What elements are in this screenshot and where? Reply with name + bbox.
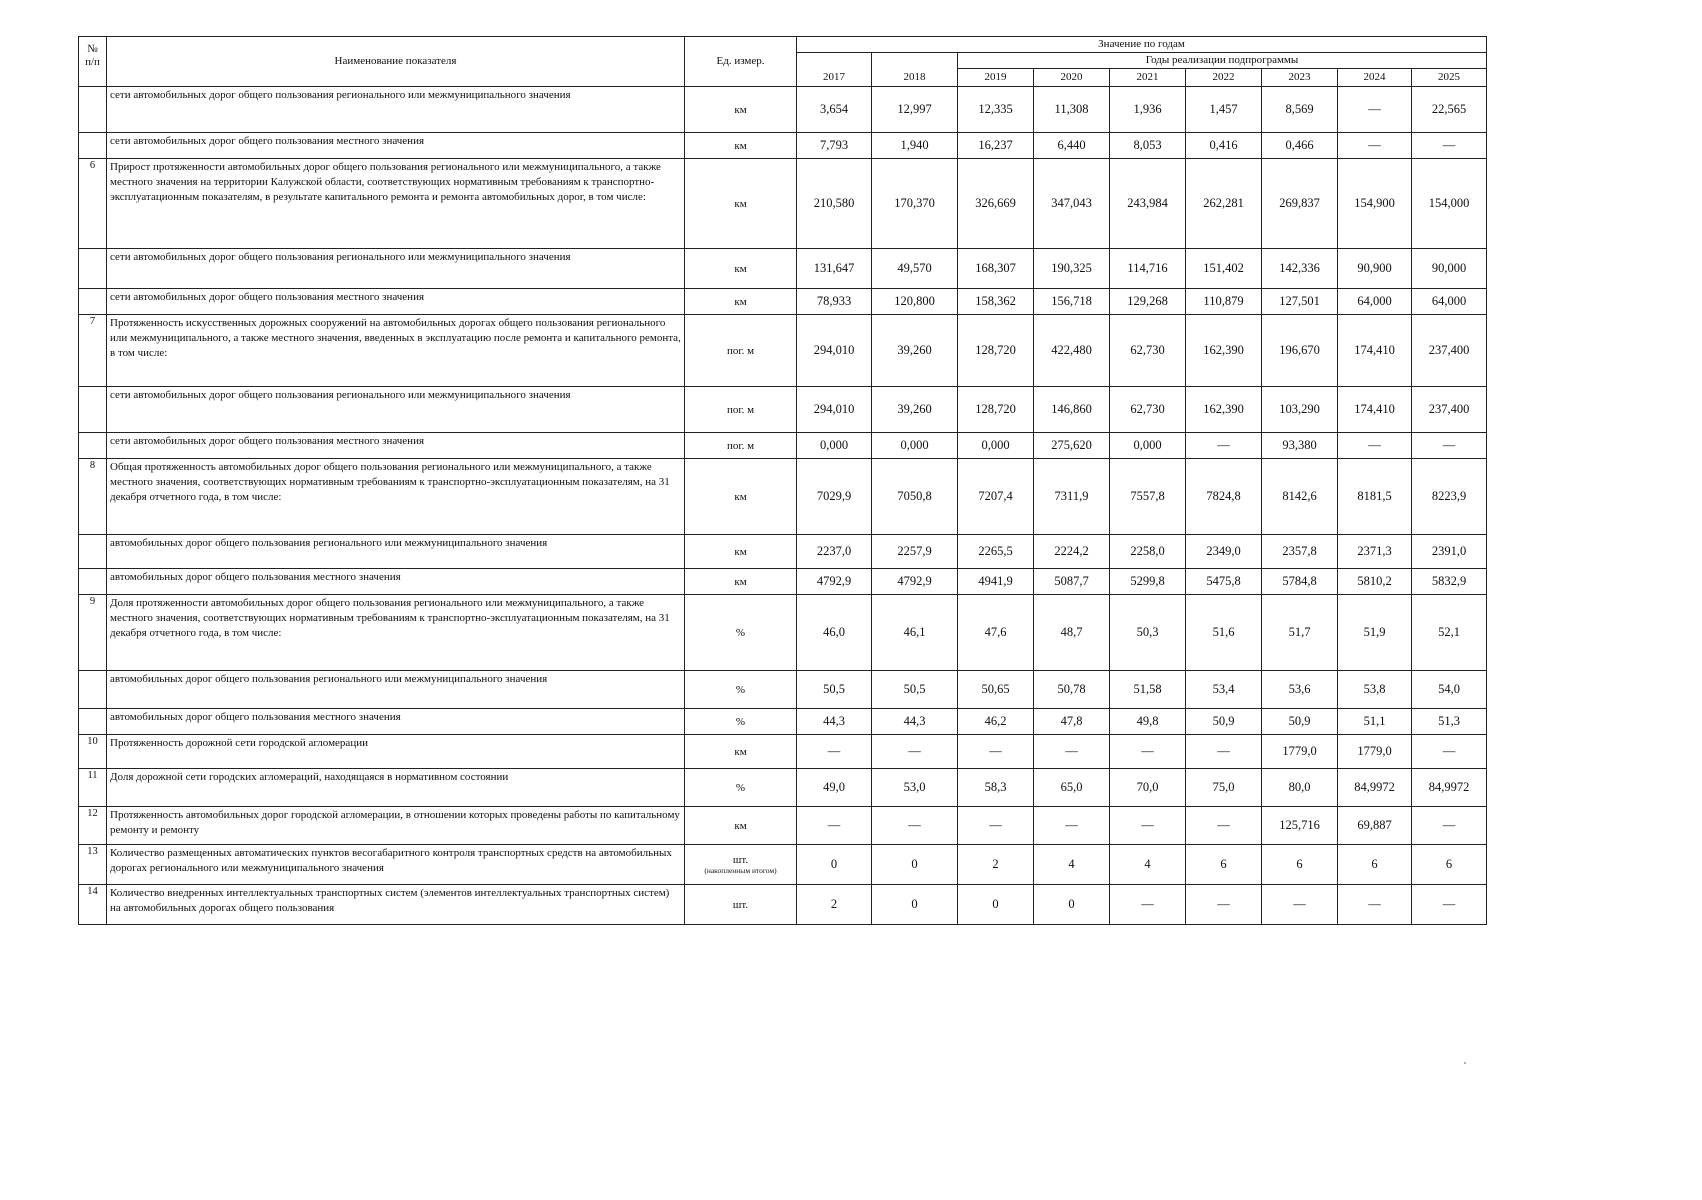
value-2025: 64,000 <box>1412 289 1487 315</box>
table-header <box>79 37 1487 87</box>
indicator-name: Количество размещенных автоматических пунктов весогабаритного контроля транспортных средств на автомобильных дорогах регионального или межмуниципального значения <box>107 845 685 885</box>
value-2017: 50,5 <box>797 671 872 709</box>
value-2023: 6 <box>1262 845 1338 885</box>
unit-cell <box>685 709 797 735</box>
unit-label: % <box>735 683 746 696</box>
unit-label: % <box>735 715 746 728</box>
value-2023: 103,290 <box>1262 387 1338 433</box>
value-2018: 170,370 <box>872 159 958 249</box>
table-row <box>79 709 1487 735</box>
value-2023: 8,569 <box>1262 87 1338 133</box>
value-2018: 49,570 <box>872 249 958 289</box>
unit-cell <box>685 885 797 925</box>
value-2017: 3,654 <box>797 87 872 133</box>
value-2020: 146,860 <box>1034 387 1110 433</box>
row-number <box>79 569 107 595</box>
value-2017: 78,933 <box>797 289 872 315</box>
unit-label: км <box>734 819 747 832</box>
value-2021: — <box>1110 735 1186 769</box>
value-2021: 8,053 <box>1110 133 1186 159</box>
value-2024: 51,9 <box>1338 595 1412 671</box>
indicator-name: сети автомобильных дорог общего пользования местного значения <box>107 433 685 459</box>
unit-cell <box>685 159 797 249</box>
row-number: 8 <box>79 459 107 535</box>
value-2020: 347,043 <box>1034 159 1110 249</box>
table-row <box>79 289 1487 315</box>
value-2023: 5784,8 <box>1262 569 1338 595</box>
header-year-2020: 2020 <box>1034 69 1110 87</box>
value-2021: 1,936 <box>1110 87 1186 133</box>
indicator-name: Доля протяженности автомобильных дорог общего пользования регионального или межмуниципального, а также местного значения, соответствующих нормативным требованиям к транспортно-эксплуатационным показателям, на 31 декабря отчетного года, в том числе: <box>107 595 685 671</box>
unit-cell <box>685 387 797 433</box>
unit-label: км <box>734 545 747 558</box>
value-2017: 2237,0 <box>797 535 872 569</box>
value-2025: 84,9972 <box>1412 769 1487 807</box>
value-2023: 80,0 <box>1262 769 1338 807</box>
value-2021: 7557,8 <box>1110 459 1186 535</box>
value-2020: 50,78 <box>1034 671 1110 709</box>
value-2021: 4 <box>1110 845 1186 885</box>
value-2022: 162,390 <box>1186 387 1262 433</box>
value-2024: 53,8 <box>1338 671 1412 709</box>
value-2025: 22,565 <box>1412 87 1487 133</box>
indicator-name: сети автомобильных дорог общего пользования регионального или межмуниципального значения <box>107 87 685 133</box>
indicator-name: Количество внедренных интеллектуальных транспортных систем (элементов интеллектуальных транспортных систем) на автомобильных дорогах общего пользования <box>107 885 685 925</box>
row-number: 9 <box>79 595 107 671</box>
value-2023: 2357,8 <box>1262 535 1338 569</box>
table-row <box>79 769 1487 807</box>
value-2022: 151,402 <box>1186 249 1262 289</box>
value-2018: 0 <box>872 845 958 885</box>
value-2024: 8181,5 <box>1338 459 1412 535</box>
value-2021: 114,716 <box>1110 249 1186 289</box>
value-2022: 1,457 <box>1186 87 1262 133</box>
value-2018: 1,940 <box>872 133 958 159</box>
table-row <box>79 249 1487 289</box>
table-body <box>79 87 1487 925</box>
value-2017: — <box>797 735 872 769</box>
value-2025: 5832,9 <box>1412 569 1487 595</box>
row-number <box>79 671 107 709</box>
value-2020: 65,0 <box>1034 769 1110 807</box>
value-2025: 6 <box>1412 845 1487 885</box>
row-number <box>79 133 107 159</box>
unit-cell <box>685 769 797 807</box>
value-2019: 46,2 <box>958 709 1034 735</box>
value-2024: — <box>1338 433 1412 459</box>
value-2024: — <box>1338 133 1412 159</box>
value-2020: 47,8 <box>1034 709 1110 735</box>
value-2019: 4941,9 <box>958 569 1034 595</box>
row-number: 10 <box>79 735 107 769</box>
value-2021: — <box>1110 807 1186 845</box>
unit-cell <box>685 289 797 315</box>
unit-cell <box>685 87 797 133</box>
unit-note: (накопленным итогом) <box>704 866 777 875</box>
value-2022: 51,6 <box>1186 595 1262 671</box>
indicator-name: сети автомобильных дорог общего пользования местного значения <box>107 133 685 159</box>
value-2022: 53,4 <box>1186 671 1262 709</box>
table-row <box>79 595 1487 671</box>
value-2022: 5475,8 <box>1186 569 1262 595</box>
value-2023: 93,380 <box>1262 433 1338 459</box>
value-2022: — <box>1186 433 1262 459</box>
value-2019: 128,720 <box>958 315 1034 387</box>
value-2019: 58,3 <box>958 769 1034 807</box>
value-2023: 269,837 <box>1262 159 1338 249</box>
value-2022: 7824,8 <box>1186 459 1262 535</box>
value-2024: 69,887 <box>1338 807 1412 845</box>
value-2018: 4792,9 <box>872 569 958 595</box>
value-2025: 8223,9 <box>1412 459 1487 535</box>
value-2017: 4792,9 <box>797 569 872 595</box>
value-2022: 162,390 <box>1186 315 1262 387</box>
indicator-name: сети автомобильных дорог общего пользования регионального или межмуниципального значения <box>107 387 685 433</box>
value-2024: — <box>1338 885 1412 925</box>
row-number <box>79 387 107 433</box>
unit-cell <box>685 595 797 671</box>
value-2018: 50,5 <box>872 671 958 709</box>
value-2021: 51,58 <box>1110 671 1186 709</box>
value-2018: 2257,9 <box>872 535 958 569</box>
header-year-2024: 2024 <box>1338 69 1412 87</box>
table-row <box>79 87 1487 133</box>
value-2020: 4 <box>1034 845 1110 885</box>
value-2017: 131,647 <box>797 249 872 289</box>
table-row <box>79 133 1487 159</box>
value-2025: 237,400 <box>1412 387 1487 433</box>
value-2019: 12,335 <box>958 87 1034 133</box>
value-2023: 8142,6 <box>1262 459 1338 535</box>
value-2021: 70,0 <box>1110 769 1186 807</box>
value-2019: 128,720 <box>958 387 1034 433</box>
value-2017: 46,0 <box>797 595 872 671</box>
unit-cell <box>685 133 797 159</box>
value-2022: — <box>1186 885 1262 925</box>
row-number: 6 <box>79 159 107 249</box>
value-2025: 51,3 <box>1412 709 1487 735</box>
unit-label: км <box>734 745 747 758</box>
unit-cell <box>685 569 797 595</box>
header-num: № п/п <box>79 37 107 87</box>
value-2023: 1779,0 <box>1262 735 1338 769</box>
unit-label: пог. м <box>726 403 755 416</box>
value-2025: 154,000 <box>1412 159 1487 249</box>
value-2017: 0 <box>797 845 872 885</box>
header-values-by-year: Значение по годам <box>797 37 1487 53</box>
value-2025: — <box>1412 133 1487 159</box>
value-2024: 154,900 <box>1338 159 1412 249</box>
table-row <box>79 433 1487 459</box>
table-row <box>79 315 1487 387</box>
unit-label: км <box>734 139 747 152</box>
unit-cell <box>685 845 797 885</box>
indicator-name: Доля дорожной сети городских агломераций, находящаяся в нормативном состоянии <box>107 769 685 807</box>
value-2021: 243,984 <box>1110 159 1186 249</box>
table-row <box>79 735 1487 769</box>
value-2022: 110,879 <box>1186 289 1262 315</box>
unit-cell <box>685 249 797 289</box>
value-2017: 7029,9 <box>797 459 872 535</box>
value-2017: 44,3 <box>797 709 872 735</box>
value-2021: 62,730 <box>1110 315 1186 387</box>
indicator-name: Прирост протяженности автомобильных дорог общего пользования регионального или межмуниципального, а также местного значения на территории Калужской области, соответствующих нормативным требованиям к транспортно-эксплуатационным показателям, в результате капитального ремонта и ремонта автомобильных дорог, в том числе: <box>107 159 685 249</box>
value-2021: 129,268 <box>1110 289 1186 315</box>
value-2019: 7207,4 <box>958 459 1034 535</box>
header-name: Наименование показателя <box>107 37 685 87</box>
value-2017: 294,010 <box>797 387 872 433</box>
value-2019: 2265,5 <box>958 535 1034 569</box>
value-2024: 84,9972 <box>1338 769 1412 807</box>
unit-label: % <box>735 626 746 639</box>
value-2017: — <box>797 807 872 845</box>
indicator-name: Протяженность автомобильных дорог городской агломерации, в отношении которых проведены работы по капитальному ремонту и ремонту <box>107 807 685 845</box>
unit-label: пог. м <box>726 344 755 357</box>
value-2017: 0,000 <box>797 433 872 459</box>
table-row <box>79 671 1487 709</box>
unit-label: шт. <box>732 898 749 911</box>
row-number <box>79 87 107 133</box>
row-number <box>79 709 107 735</box>
value-2020: 5087,7 <box>1034 569 1110 595</box>
value-2020: 156,718 <box>1034 289 1110 315</box>
indicator-name: сети автомобильных дорог общего пользования местного значения <box>107 289 685 315</box>
value-2025: 2391,0 <box>1412 535 1487 569</box>
value-2024: 90,900 <box>1338 249 1412 289</box>
value-2018: 53,0 <box>872 769 958 807</box>
value-2017: 49,0 <box>797 769 872 807</box>
header-year-2022: 2022 <box>1186 69 1262 87</box>
value-2025: 52,1 <box>1412 595 1487 671</box>
table-row <box>79 885 1487 925</box>
value-2020: 0 <box>1034 885 1110 925</box>
value-2019: 326,669 <box>958 159 1034 249</box>
value-2017: 294,010 <box>797 315 872 387</box>
value-2020: 6,440 <box>1034 133 1110 159</box>
table-row <box>79 535 1487 569</box>
row-number: 12 <box>79 807 107 845</box>
value-2021: 5299,8 <box>1110 569 1186 595</box>
value-2018: 7050,8 <box>872 459 958 535</box>
value-2022: 0,416 <box>1186 133 1262 159</box>
value-2020: 11,308 <box>1034 87 1110 133</box>
value-2022: 2349,0 <box>1186 535 1262 569</box>
value-2024: 6 <box>1338 845 1412 885</box>
value-2019: 47,6 <box>958 595 1034 671</box>
row-number: 11 <box>79 769 107 807</box>
value-2022: — <box>1186 735 1262 769</box>
value-2018: 46,1 <box>872 595 958 671</box>
table-row <box>79 845 1487 885</box>
value-2020: 7311,9 <box>1034 459 1110 535</box>
row-number <box>79 535 107 569</box>
table-row <box>79 459 1487 535</box>
value-2019: 168,307 <box>958 249 1034 289</box>
row-number <box>79 249 107 289</box>
value-2023: 142,336 <box>1262 249 1338 289</box>
header-year-2018: 2018 <box>872 53 958 87</box>
unit-label: шт. <box>732 854 749 866</box>
value-2021: 2258,0 <box>1110 535 1186 569</box>
value-2025: — <box>1412 885 1487 925</box>
unit-label: км <box>734 490 747 503</box>
row-number: 13 <box>79 845 107 885</box>
value-2018: — <box>872 807 958 845</box>
unit-cell <box>685 459 797 535</box>
header-unit: Ед. измер. <box>685 37 797 87</box>
header-year-2025: 2025 <box>1412 69 1487 87</box>
value-2022: 75,0 <box>1186 769 1262 807</box>
value-2022: — <box>1186 807 1262 845</box>
unit-label: км <box>734 262 747 275</box>
value-2021: 0,000 <box>1110 433 1186 459</box>
table-row <box>79 807 1487 845</box>
value-2017: 2 <box>797 885 872 925</box>
value-2024: 174,410 <box>1338 315 1412 387</box>
value-2024: — <box>1338 87 1412 133</box>
indicator-name: сети автомобильных дорог общего пользования регионального или межмуниципального значения <box>107 249 685 289</box>
value-2025: 237,400 <box>1412 315 1487 387</box>
value-2023: 127,501 <box>1262 289 1338 315</box>
value-2023: — <box>1262 885 1338 925</box>
value-2018: 44,3 <box>872 709 958 735</box>
value-2020: 422,480 <box>1034 315 1110 387</box>
value-2025: 90,000 <box>1412 249 1487 289</box>
row-number: 7 <box>79 315 107 387</box>
unit-cell <box>685 535 797 569</box>
value-2022: 50,9 <box>1186 709 1262 735</box>
value-2019: 50,65 <box>958 671 1034 709</box>
indicator-name: автомобильных дорог общего пользования регионального или межмуниципального значения <box>107 535 685 569</box>
indicators-table <box>78 36 1487 925</box>
row-number <box>79 433 107 459</box>
value-2020: — <box>1034 807 1110 845</box>
value-2025: — <box>1412 735 1487 769</box>
table-row <box>79 387 1487 433</box>
value-2019: 16,237 <box>958 133 1034 159</box>
header-year-2019: 2019 <box>958 69 1034 87</box>
value-2018: — <box>872 735 958 769</box>
unit-label: км <box>734 295 747 308</box>
value-2018: 39,260 <box>872 387 958 433</box>
unit-label: пог. м <box>726 439 755 452</box>
indicator-name: автомобильных дорог общего пользования местного значения <box>107 709 685 735</box>
value-2020: 2224,2 <box>1034 535 1110 569</box>
value-2022: 6 <box>1186 845 1262 885</box>
value-2021: 49,8 <box>1110 709 1186 735</box>
value-2020: 48,7 <box>1034 595 1110 671</box>
value-2024: 5810,2 <box>1338 569 1412 595</box>
value-2024: 2371,3 <box>1338 535 1412 569</box>
indicator-name: Протяженность искусственных дорожных сооружений на автомобильных дорогах общего пользования регионального или межмуниципального, а также местного значения, введенных в эксплуатацию после ремонта и капитального ремонта, в том числе: <box>107 315 685 387</box>
value-2023: 53,6 <box>1262 671 1338 709</box>
value-2024: 64,000 <box>1338 289 1412 315</box>
value-2023: 0,466 <box>1262 133 1338 159</box>
unit-cell <box>685 807 797 845</box>
indicator-name: автомобильных дорог общего пользования регионального или межмуниципального значения <box>107 671 685 709</box>
value-2019: 2 <box>958 845 1034 885</box>
value-2023: 196,670 <box>1262 315 1338 387</box>
value-2025: — <box>1412 807 1487 845</box>
unit-cell <box>685 433 797 459</box>
unit-label: км <box>734 575 747 588</box>
value-2024: 51,1 <box>1338 709 1412 735</box>
value-2018: 0,000 <box>872 433 958 459</box>
value-2024: 1779,0 <box>1338 735 1412 769</box>
table-row <box>79 159 1487 249</box>
header-year-2017: 2017 <box>797 53 872 87</box>
value-2025: 54,0 <box>1412 671 1487 709</box>
value-2023: 50,9 <box>1262 709 1338 735</box>
indicator-name: автомобильных дорог общего пользования местного значения <box>107 569 685 595</box>
table-row <box>79 569 1487 595</box>
unit-label: % <box>735 781 746 794</box>
value-2021: 62,730 <box>1110 387 1186 433</box>
unit-cell <box>685 315 797 387</box>
value-2018: 120,800 <box>872 289 958 315</box>
value-2020: — <box>1034 735 1110 769</box>
value-2019: 0,000 <box>958 433 1034 459</box>
value-2024: 174,410 <box>1338 387 1412 433</box>
unit-label: км <box>734 197 747 210</box>
unit-label: км <box>734 103 747 116</box>
row-number <box>79 289 107 315</box>
indicator-name: Общая протяженность автомобильных дорог общего пользования регионального или межмуниципального, а также местного значения, соответствующих нормативным требованиям к транспортно-эксплуатационным показателям, на 31 декабря отчетного года, в том числе: <box>107 459 685 535</box>
value-2018: 39,260 <box>872 315 958 387</box>
value-2025: — <box>1412 433 1487 459</box>
value-2018: 12,997 <box>872 87 958 133</box>
header-year-2021: 2021 <box>1110 69 1186 87</box>
indicator-name: Протяженность дорожной сети городской агломерации <box>107 735 685 769</box>
scan-speck <box>1464 1062 1466 1064</box>
header-year-2023: 2023 <box>1262 69 1338 87</box>
value-2020: 275,620 <box>1034 433 1110 459</box>
value-2017: 210,580 <box>797 159 872 249</box>
value-2019: 158,362 <box>958 289 1034 315</box>
value-2020: 190,325 <box>1034 249 1110 289</box>
unit-cell <box>685 671 797 709</box>
value-2022: 262,281 <box>1186 159 1262 249</box>
header-subprogram-years: Годы реализации подпрограммы <box>958 53 1487 69</box>
value-2019: 0 <box>958 885 1034 925</box>
value-2023: 125,716 <box>1262 807 1338 845</box>
value-2021: — <box>1110 885 1186 925</box>
value-2023: 51,7 <box>1262 595 1338 671</box>
value-2021: 50,3 <box>1110 595 1186 671</box>
row-number: 14 <box>79 885 107 925</box>
value-2019: — <box>958 735 1034 769</box>
unit-cell <box>685 735 797 769</box>
value-2019: — <box>958 807 1034 845</box>
value-2018: 0 <box>872 885 958 925</box>
value-2017: 7,793 <box>797 133 872 159</box>
